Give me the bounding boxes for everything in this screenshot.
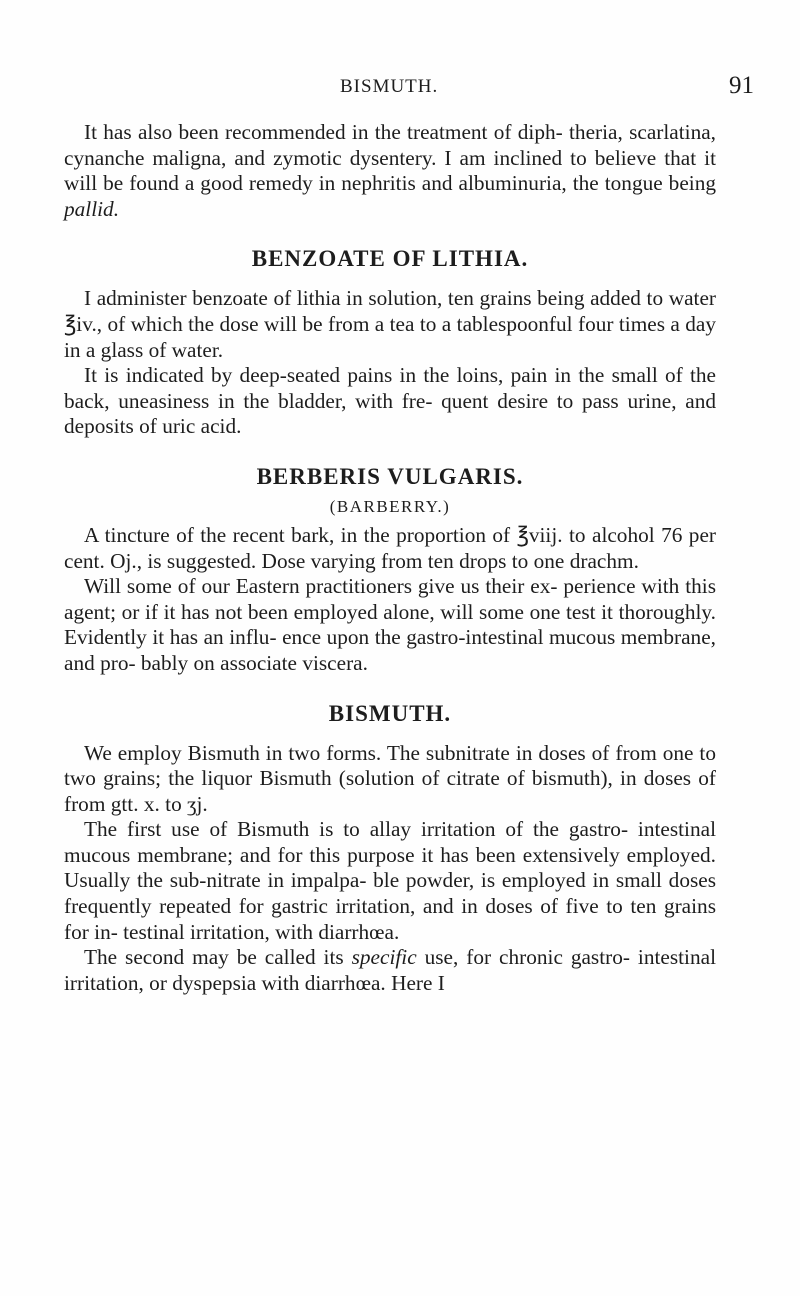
page-number: 91 — [729, 72, 754, 99]
paragraph-berberis-tincture: A tincture of the recent bark, in the proportion of ℥viij. to alcohol 76 per cent. Oj., is suggested. Dose varying from ten drops to one drachm. — [64, 522, 716, 573]
paragraph-berberis-experience: Will some of our Eastern practitioners give us their ex- perience with this agent; or if it has not been employed alone, will some one test it thoroughly. Evidently it has an influ- ence upon the gastro-intestinal mucous membrane, and pro- bably on associate viscera. — [64, 574, 716, 675]
paragraph-bismuth-specific-use — [64, 945, 716, 996]
page-body — [64, 120, 716, 996]
paragraph-bismuth-forms: We employ Bismuth in two forms. The subnitrate in doses of from one to two grains; the liquor Bismuth (solution of citrate of bismuth), in doses of from gtt. x. to ʒj. — [64, 740, 716, 816]
running-title: BISMUTH. — [340, 76, 439, 97]
paragraph-benzoate-indication: It is indicated by deep-seated pains in the loins, pain in the small of the back, uneasiness in the bladder, with fre- quent desire to pass urine, and deposits of uric acid. — [64, 363, 716, 439]
emphasis-pallid: pallid. — [64, 196, 120, 221]
paragraph-diphtheria — [64, 120, 716, 222]
paragraph-text-tail: use, for chronic gastro- intestinal irritation, or dyspepsia with diarrhœa. Here I — [64, 945, 716, 995]
paragraph-text: The second may be called its — [84, 945, 352, 970]
heading-benzoate-of-lithia: BENZOATE OF LITHIA. — [251, 246, 529, 272]
paragraph-text: It has also been recommended in the treatment of diph- theria, scarlatina, cynanche maligna, and zymotic dysentery. I am inclined to believe that it will be found a good remedy in nephritis and albuminuria, the tongue being — [64, 120, 716, 196]
paragraph-bismuth-first-use: The first use of Bismuth is to allay irritation of the gastro- intestinal mucous membrane; and for this purpose it has been extensively employed. Usually the sub-nitrate in impalpa- ble powder, is employed in small doses frequently repeated for gastric irritation, and in doses of five to ten grains for in- testinal irritation, with diarrhœa. — [64, 817, 716, 944]
paragraph-benzoate-dose: I administer benzoate of lithia in solution, ten grains being added to water ℥iv., of which the dose will be from a tea to a tablespoonful four times a day in a glass of water. — [64, 286, 716, 362]
heading-bismuth: BISMUTH. — [328, 700, 452, 726]
subheading-barberry: (BARBERRY.) — [329, 496, 451, 516]
heading-berberis-vulgaris: BERBERIS VULGARIS. — [256, 463, 524, 489]
emphasis-specific: specific — [351, 945, 417, 970]
running-head — [0, 72, 800, 102]
